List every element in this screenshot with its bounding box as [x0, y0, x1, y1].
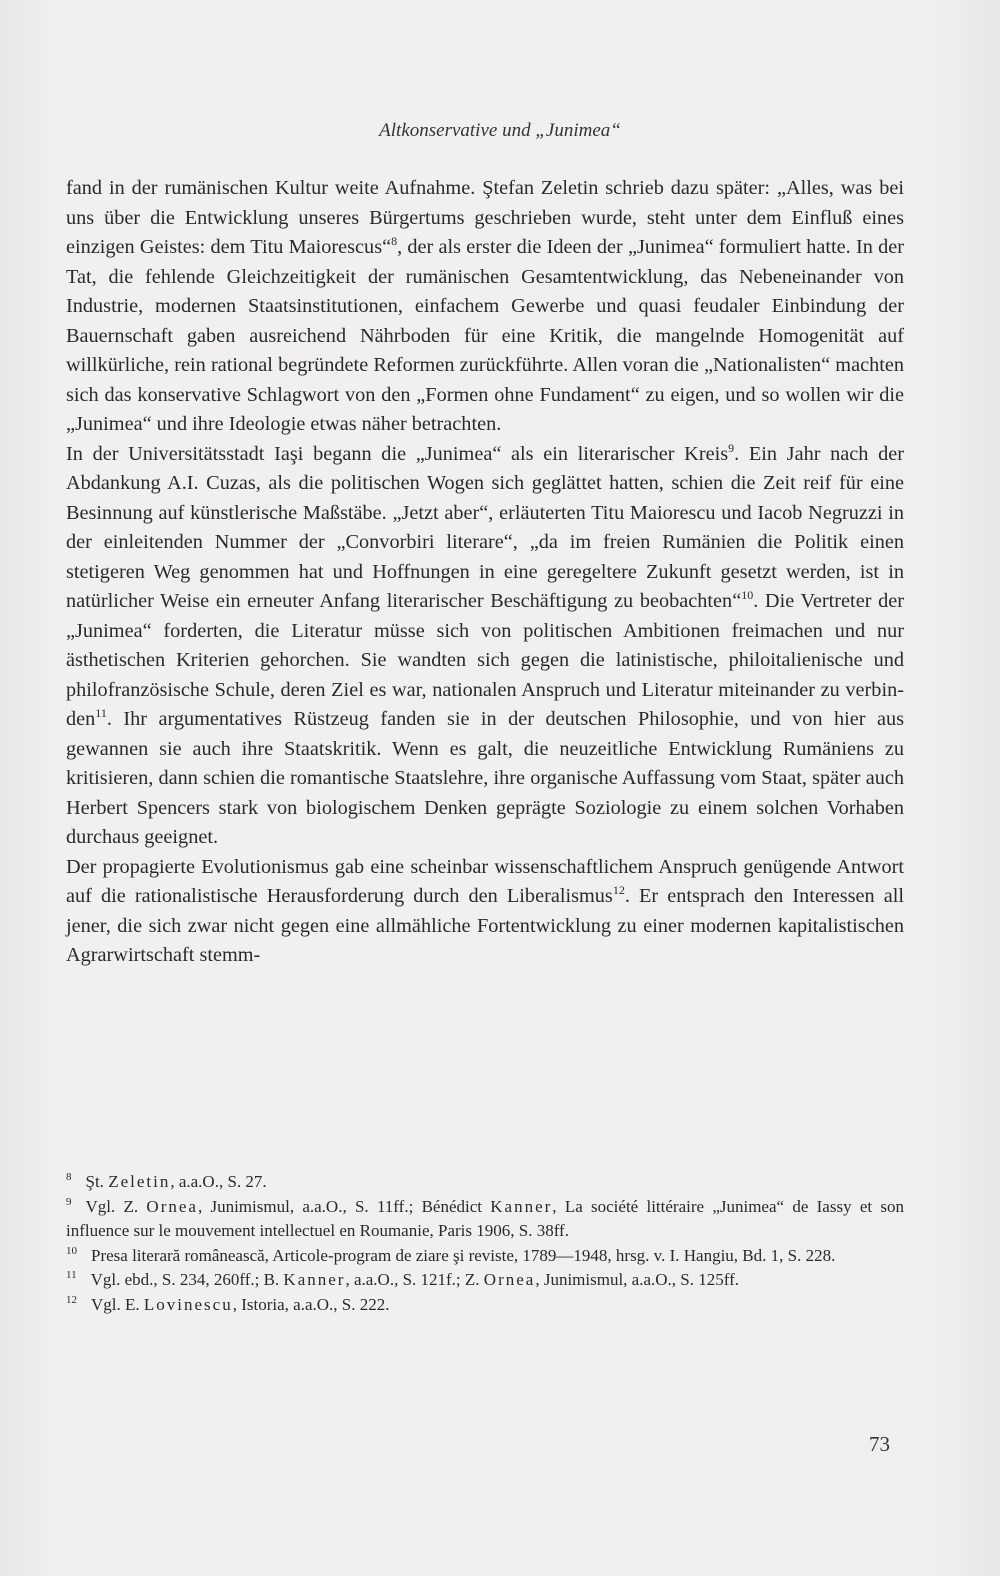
- footnote-ref: 8: [391, 234, 398, 249]
- footnotes: [66, 1170, 904, 1317]
- footnote: $^{12}$ Vgl. E. Lovinescu, Istoria, a.a.O., S. 222.: [66, 1293, 390, 1314]
- paragraph: fand in der rumänischen Kultur weite Aufnahme. Ştefan Zeletin schrieb dazu später: „Alles, was bei uns über die Entwicklung unseres Bürgertums geschrieben wurde, steht unter dem Einfluß eines einzigen Geistes: dem Titu Maiorescus“$^8$, der als erster die Ideen der „Junimea“ formuliert hatte. In der Tat, die fehlende Gleichzeitigkeit der rumänischen Gesamtentwicklung, das Nebeneinander von Industrie, modernen Staatsinstitutionen, einfachem Gewerbe und quasi feudaler Einbindung der Bauernschaft gaben ausreichend Nährboden für eine Kritik, die mangelnde Homogenität auf willkürliche, rein rational begründete Reformen zurückführte. Allen voran die „Nationalisten“ machten sich das konservative Schlagwort von den „Formen ohne Fundament“ zu eigen, und so wollen wir die „Junimea“ und ihre Ideologie etwas näher betrachten.: [66, 177, 904, 435]
- footnote: $^{10}$ Presa literară românească, Articole-program de ziare şi reviste, 1789—1948, hrsg. v. I. Hangiu, Bd. 1, S. 228.: [66, 1244, 836, 1265]
- paragraph: Der propagierte Evolutionismus gab eine scheinbar wissenschaftlichem Anspruch genügende Antwort auf die rationalistische Herausforderung durch den Liberalismus$^{12}$. Er entsprach den Interessen all jener, die sich zwar nicht gegen eine allmähliche Fortentwicklung zu einer modernen kapitalistischen Agrarwirtschaft stemm-: [66, 855, 904, 966]
- footnote-ref: 11: [95, 706, 107, 721]
- running-head: Altkonservative und „Junimea“: [379, 120, 621, 141]
- footnote-ref: 10: [741, 588, 754, 603]
- footnote-ref: 12: [612, 883, 625, 898]
- paragraph: In der Universitätsstadt Iaşi begann die „Junimea“ als ein literarischer Kreis$^9$. Ein Jahr nach der Abdankung A.I. Cuzas, als die politischen Wogen sich geglättet hatten, schien die Zeit reif für eine Besinnung auf künstlerische Maßstäbe. „Jetzt aber“, erläuterten Titu Maiorescu und Iacob Negruzzi in der einleitenden Nummer der „Convorbiri literare“, „da im freien Rumänien die Politik einen stetigeren Weg genommen hat und Hoffnungen in eine geregeltere Zukunft gesetzt werden, ist in natürlicher Weise ein erneuter Anfang literarischer Beschäftigung zu beobachten“$^{10}$. Die Vertreter der „Junimea“ forderten, die Literatur müsse sich von politischen Ambitionen freimachen und nur ästhetischen Kriterien gehorchen. Sie wandten sich gegen die latinistische, philoitalienische und philofranzösische Schule, deren Ziel es war, nationalen Anspruch und Literatur miteinander zu verbinden$^{11}$. Ihr argumentatives Rüstzeug fanden sie in der deutschen Philosophie, und von hier aus gewannen sie auch ihre Staatskritik. Wenn es galt, die neuzeitliche Entwicklung Rumäniens zu kritisieren, dann schien die romantische Staatslehre, ihre organische Auffassung vom Staat, später auch Herbert Spencers stark von biologischem Denken geprägte Soziologie zu einem solchen Vorhaben durchaus geeignet.: [66, 440, 904, 848]
- body-text: [66, 174, 904, 971]
- footnote: $^8$ Şt. Zeletin, a.a.O., S. 27.: [66, 1171, 267, 1191]
- footnote: $^9$ Vgl. Z. Ornea, Junimismul, a.a.O., S. 11ff.; Bénédict Kanner, La société littéraire „Junimea“ de Iassy et son influence sur le mouvement intellectuel en Roumanie, Paris 1906, S. 38ff.: [66, 1195, 904, 1240]
- footnote-ref: 9: [728, 440, 735, 455]
- footnote: $^{11}$ Vgl. ebd., S. 234, 260ff.; B. Kanner, a.a.O., S. 121f.; Z. Ornea, Junimismul, a.a.O., S. 125ff.: [66, 1269, 740, 1289]
- page-number: 73: [869, 1432, 890, 1456]
